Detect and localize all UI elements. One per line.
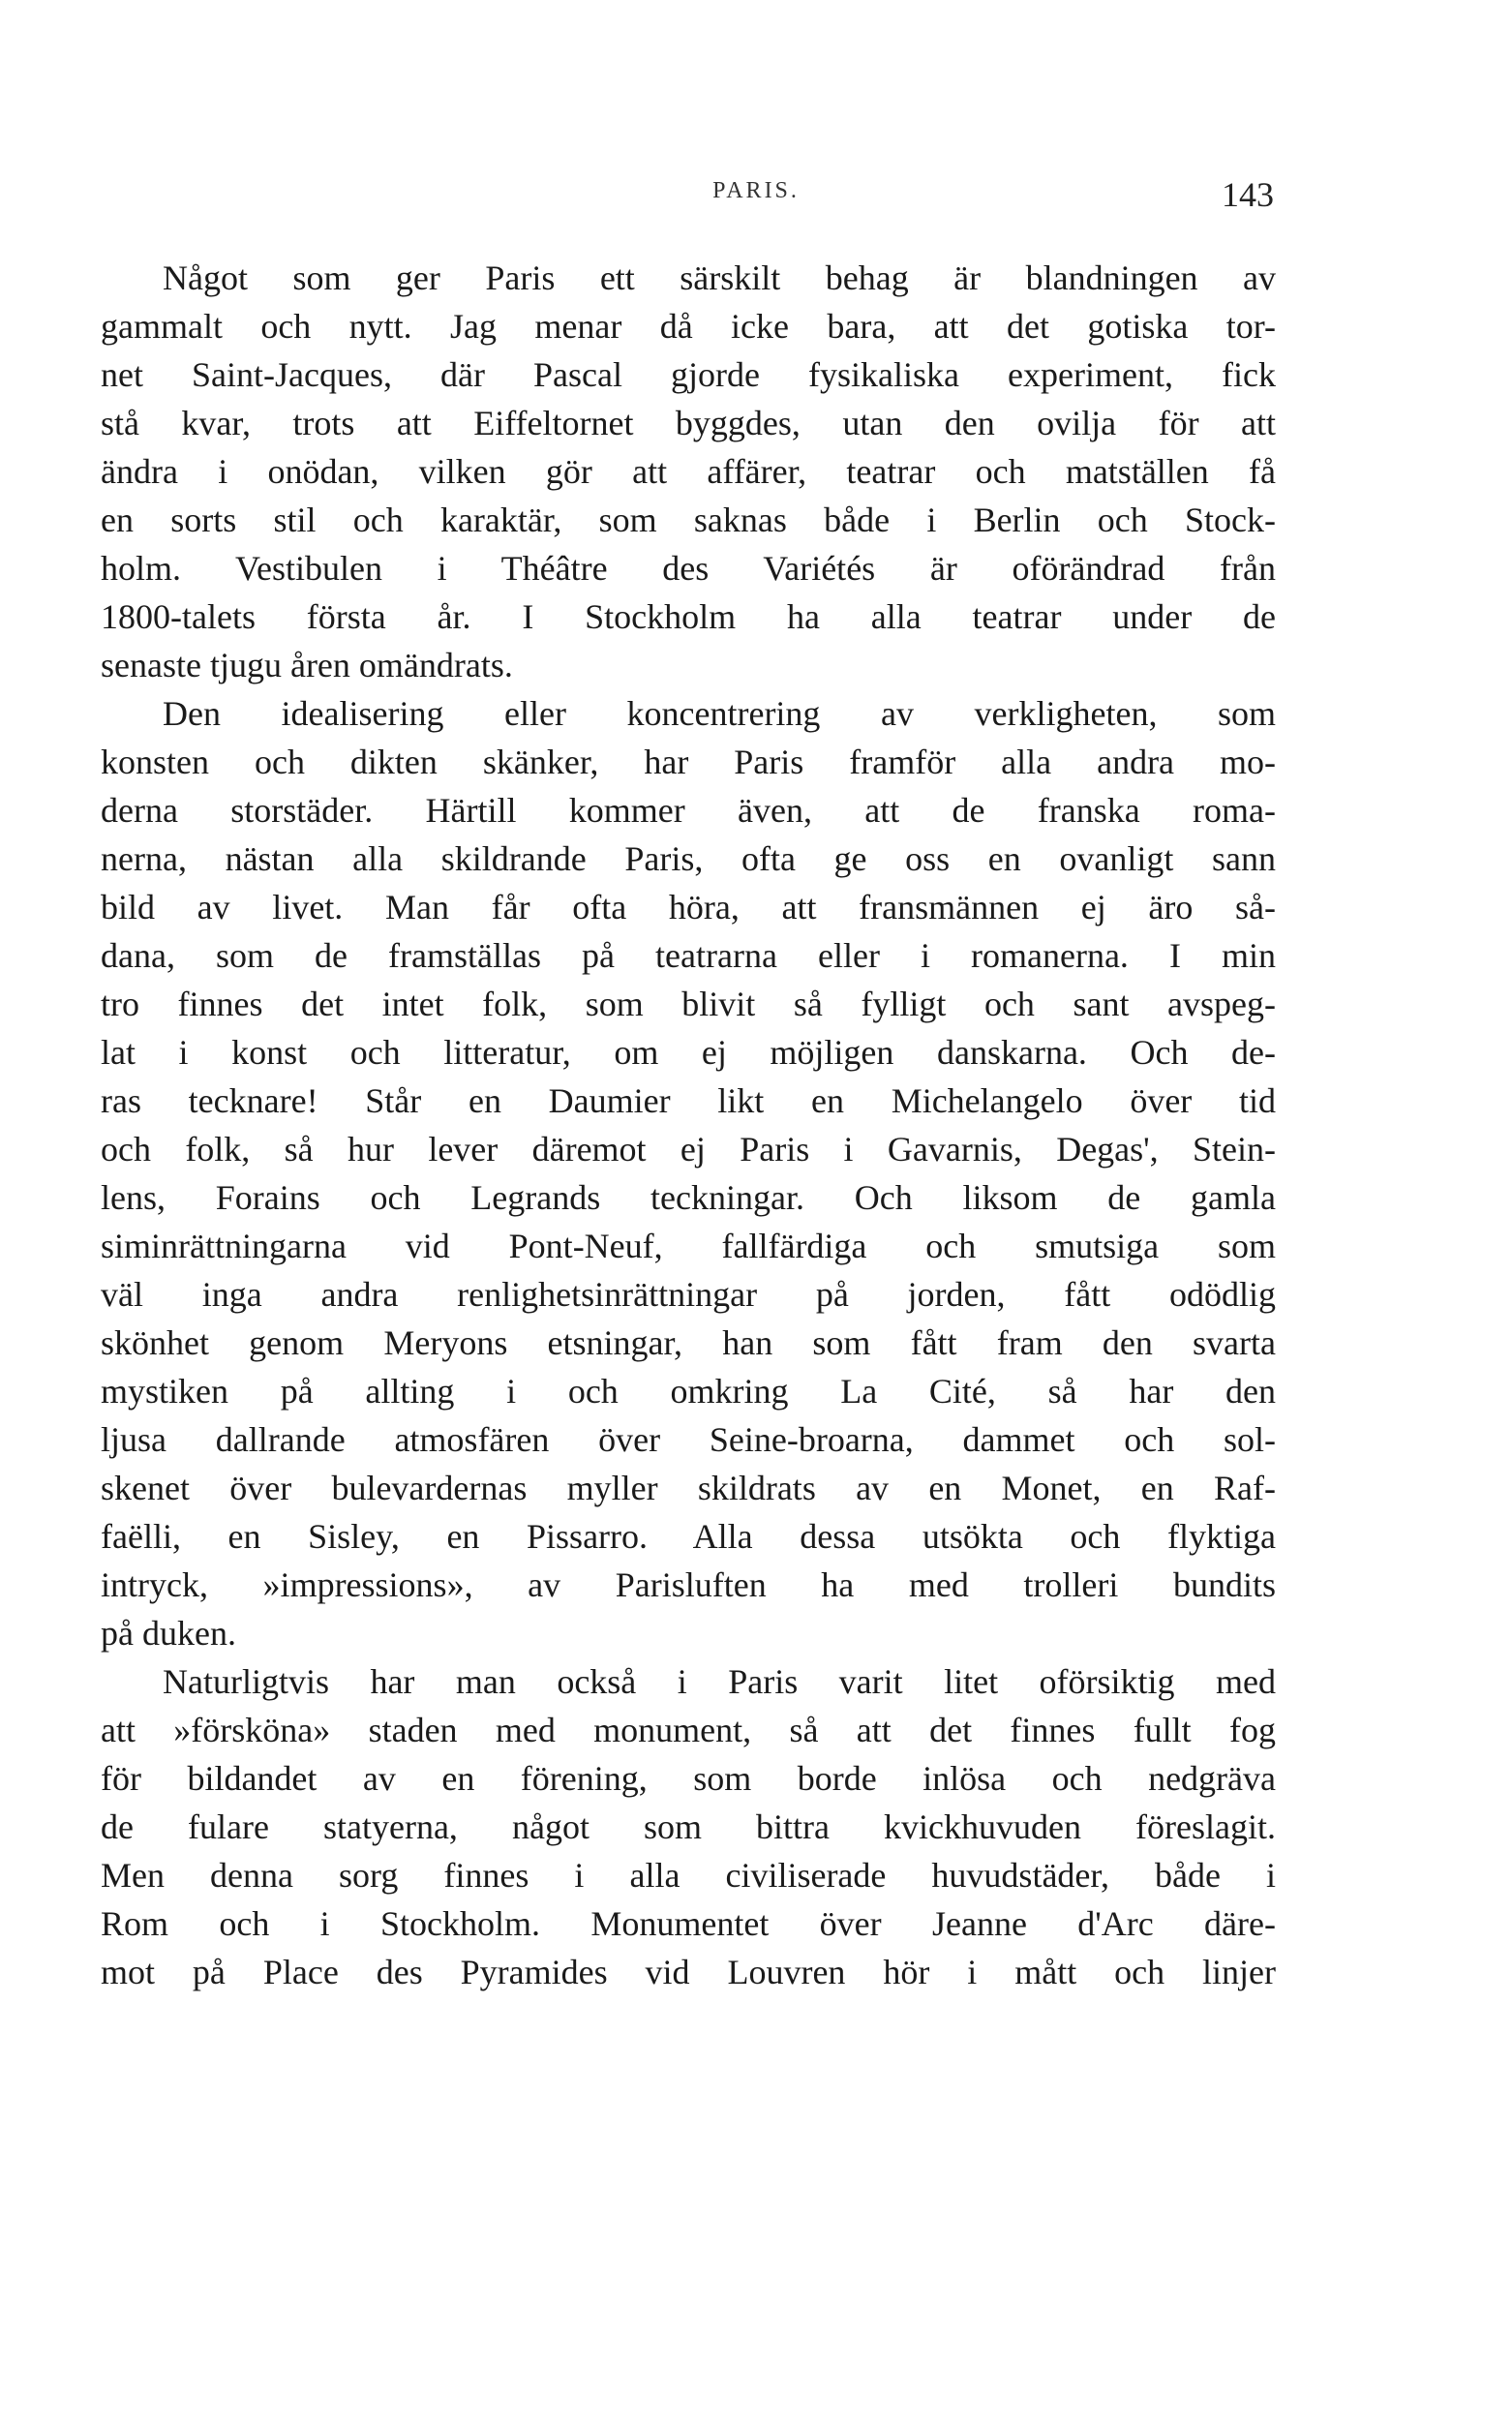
text-line: intryck, »impressions», av Parisluften ha med trolleri bundits [101, 1565, 1276, 1604]
text-line: faëlli, en Sisley, en Pissarro. Alla dessa utsökta och flyktiga [101, 1517, 1276, 1556]
text-line: mot på Place des Pyramides vid Louvren hör i mått och linjer [101, 1953, 1276, 1991]
text-line: holm. Vestibulen i Théâtre des Variétés är oförändrad från [101, 549, 1276, 588]
text-line: Men denna sorg finnes i alla civiliserade huvudstäder, både i [101, 1856, 1276, 1895]
text-line: och folk, så hur lever däremot ej Paris i Gavarnis, Degas', Stein- [101, 1130, 1276, 1169]
text-line: Rom och i Stockholm. Monumentet över Jeanne d'Arc däre- [101, 1904, 1276, 1943]
text-line: Den idealisering eller koncentrering av verkligheten, som [163, 694, 1276, 733]
body-text [101, 254, 1276, 1996]
text-line: derna storstäder. Härtill kommer även, att de franska roma- [101, 791, 1276, 830]
text-line: lat i konst och litteratur, om ej möjligen danskarna. Och de- [101, 1033, 1276, 1072]
text-line: siminrättningarna vid Pont-Neuf, fallfärdiga och smutsiga som [101, 1227, 1276, 1265]
text-line: Naturligtvis har man också i Paris varit litet oförsiktig med [163, 1662, 1276, 1701]
text-line: ljusa dallrande atmosfären över Seine-broarna, dammet och sol- [101, 1420, 1276, 1459]
text-line: tro finnes det intet folk, som blivit så fylligt och sant avspeg- [101, 985, 1276, 1023]
text-line: på duken. [101, 1614, 236, 1653]
text-line: konsten och dikten skänker, har Paris framför alla andra mo- [101, 743, 1276, 781]
text-line: senaste tjugu åren omändrats. [101, 646, 513, 684]
text-line: Något som ger Paris ett särskilt behag är blandningen av [163, 258, 1276, 297]
text-line: att »försköna» staden med monument, så att det finnes fullt fog [101, 1711, 1276, 1749]
text-line: dana, som de framställas på teatrarna eller i romanerna. I min [101, 936, 1276, 975]
text-line: stå kvar, trots att Eiffeltornet byggdes, utan den ovilja för att [101, 404, 1276, 442]
text-line: nerna, nästan alla skildrande Paris, ofta ge oss en ovanligt sann [101, 839, 1276, 878]
text-line: de fulare statyerna, något som bittra kvickhuvuden föreslagit. [101, 1807, 1276, 1846]
text-line: bild av livet. Man får ofta höra, att fransmännen ej äro så- [101, 888, 1276, 926]
page-number: 143 [1222, 175, 1274, 214]
text-line: ras tecknare! Står en Daumier likt en Michelangelo över tid [101, 1081, 1276, 1120]
text-line: väl inga andra renlighetsinrättningar på jorden, fått odödlig [101, 1275, 1276, 1314]
text-line: 1800-talets första år. I Stockholm ha alla teatrar under de [101, 597, 1276, 636]
text-line: gammalt och nytt. Jag menar då icke bara, att det gotiska tor- [101, 307, 1276, 346]
running-head: PARIS. [712, 178, 800, 203]
text-line: ändra i onödan, vilken gör att affärer, teatrar och matställen få [101, 452, 1276, 491]
text-line: en sorts stil och karaktär, som saknas både i Berlin och Stock- [101, 501, 1276, 539]
text-line: för bildandet av en förening, som borde inlösa och nedgräva [101, 1759, 1276, 1798]
text-line: skenet över bulevardernas myller skildrats av en Monet, en Raf- [101, 1469, 1276, 1507]
text-line: lens, Forains och Legrands teckningar. Och liksom de gamla [101, 1178, 1276, 1217]
text-line: mystiken på allting i och omkring La Cité, så har den [101, 1372, 1276, 1411]
text-line: skönhet genom Meryons etsningar, han som fått fram den svarta [101, 1323, 1276, 1362]
text-line: net Saint-Jacques, där Pascal gjorde fysikaliska experiment, fick [101, 355, 1276, 394]
